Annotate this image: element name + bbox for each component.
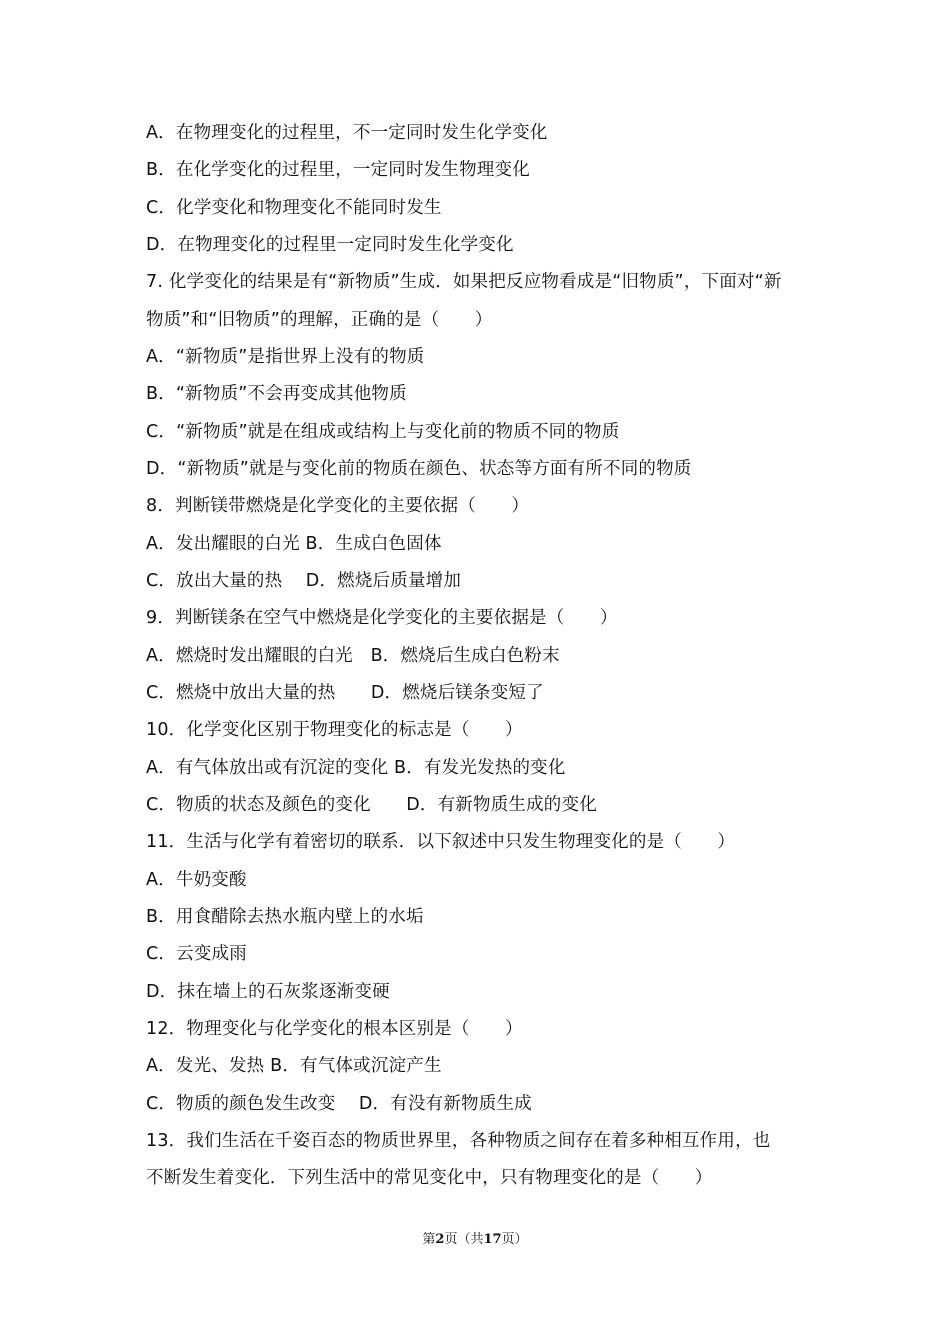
option-line: A．燃烧时发出耀眼的白光 B．燃烧后生成白色粉末 [146, 646, 560, 666]
option-line: C．放出大量的热 D．燃烧后质量增加 [146, 571, 462, 591]
question-line: 10．化学变化区别于物理变化的标志是（ ） [146, 720, 523, 740]
option-line: C．“新物质”就是在组成或结构上与变化前的物质不同的物质 [146, 422, 620, 442]
question-line: 11．生活与化学有着密切的联系．以下叙述中只发生物理变化的是（ ） [146, 832, 736, 852]
footer-prefix: 第 [422, 1232, 436, 1247]
option-line: B．用食醋除去热水瓶内壁上的水垢 [146, 907, 424, 927]
footer-suffix: 页） [501, 1232, 528, 1247]
option-line: D．在物理变化的过程里一定同时发生化学变化 [146, 235, 514, 255]
question-line: 9．判断镁条在空气中燃烧是化学变化的主要依据是（ ） [146, 608, 618, 628]
option-line: A．发光、发热 B．有气体或沉淀产生 [146, 1056, 442, 1076]
footer-middle: 页（共 [444, 1232, 484, 1247]
option-line: C．化学变化和物理变化不能同时发生 [146, 198, 442, 218]
footer-page-number: 2 [435, 1232, 445, 1247]
option-line: C．燃烧中放出大量的热 D．燃烧后镁条变短了 [146, 683, 544, 703]
option-line: C．云变成雨 [146, 944, 247, 964]
option-line: C．物质的状态及颜色的变化 D．有新物质生成的变化 [146, 795, 597, 815]
option-line: A．牛奶变酸 [146, 870, 247, 890]
option-line: A．有气体放出或有沉淀的变化 B．有发光发热的变化 [146, 758, 566, 778]
option-line: A．在物理变化的过程里，不一定同时发生化学变化 [146, 123, 548, 143]
option-line: A．“新物质”是指世界上没有的物质 [146, 347, 425, 367]
page-footer [0, 1228, 950, 1247]
question-line: 12．物理变化与化学变化的根本区别是（ ） [146, 1019, 523, 1039]
option-line: A．发出耀眼的白光 B．生成白色固体 [146, 534, 442, 554]
question-line: 不断发生着变化．下列生活中的常见变化中，只有物理变化的是（ ） [146, 1168, 713, 1188]
question-line: 8．判断镁带燃烧是化学变化的主要依据（ ） [146, 496, 530, 516]
question-line: 物质”和“旧物质”的理解，正确的是（ ） [146, 310, 493, 330]
footer-total-pages: 17 [483, 1232, 502, 1247]
question-line: 7. 化学变化的结果是有“新物质”生成．如果把反应物看成是“旧物质”，下面对“新 [146, 272, 782, 292]
question-line: 13．我们生活在千姿百态的物质世界里，各种物质之间存在着多种相互作用，也 [146, 1131, 771, 1151]
option-line: B．在化学变化的过程里，一定同时发生物理变化 [146, 160, 530, 180]
option-line: C．物质的颜色发生改变 D．有没有新物质生成 [146, 1094, 532, 1114]
option-line: D．抹在墙上的石灰浆逐渐变硬 [146, 982, 390, 1002]
option-line: B．“新物质”不会再变成其他物质 [146, 384, 407, 404]
option-line: D．“新物质”就是与变化前的物质在颜色、状态等方面有所不同的物质 [146, 459, 692, 479]
